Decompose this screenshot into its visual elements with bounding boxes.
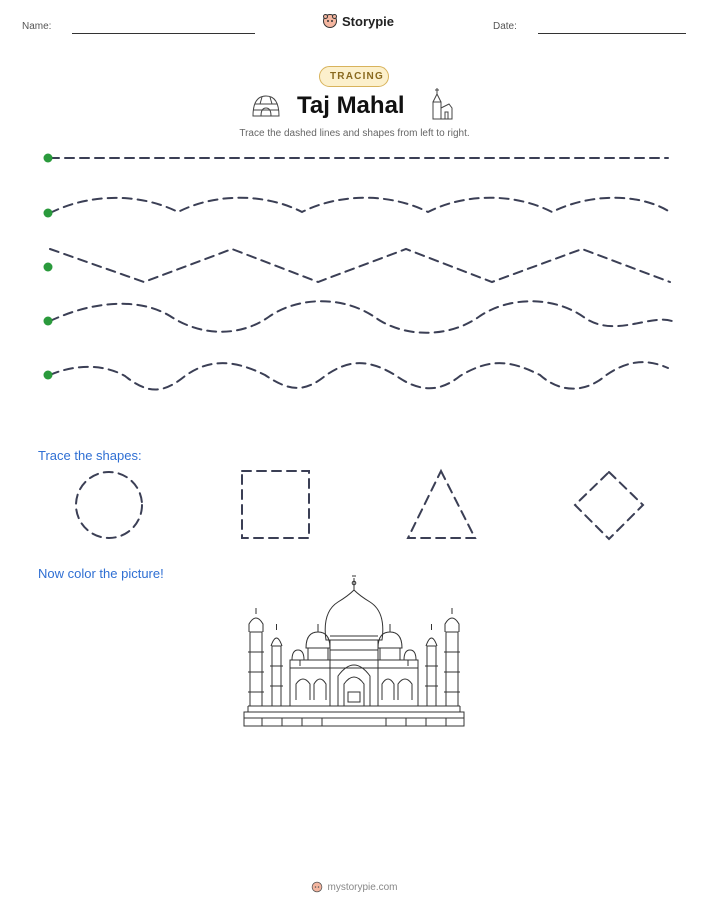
color-label: Now color the picture!	[38, 566, 164, 581]
worksheet-title: Taj Mahal	[297, 92, 405, 119]
name-label: Name:	[22, 21, 52, 32]
date-label: Date:	[493, 21, 517, 32]
shapes-label: Trace the shapes:	[38, 448, 142, 463]
tracing-badge: TRACING	[319, 66, 389, 87]
footer	[0, 881, 709, 893]
footer-site[interactable]: mystorypie.com	[327, 881, 398, 893]
brand-name: Storypie	[342, 13, 395, 29]
storypie-footer-logo-icon	[311, 881, 323, 893]
instructions: Trace the dashed lines and shapes from left to right.	[239, 128, 470, 139]
